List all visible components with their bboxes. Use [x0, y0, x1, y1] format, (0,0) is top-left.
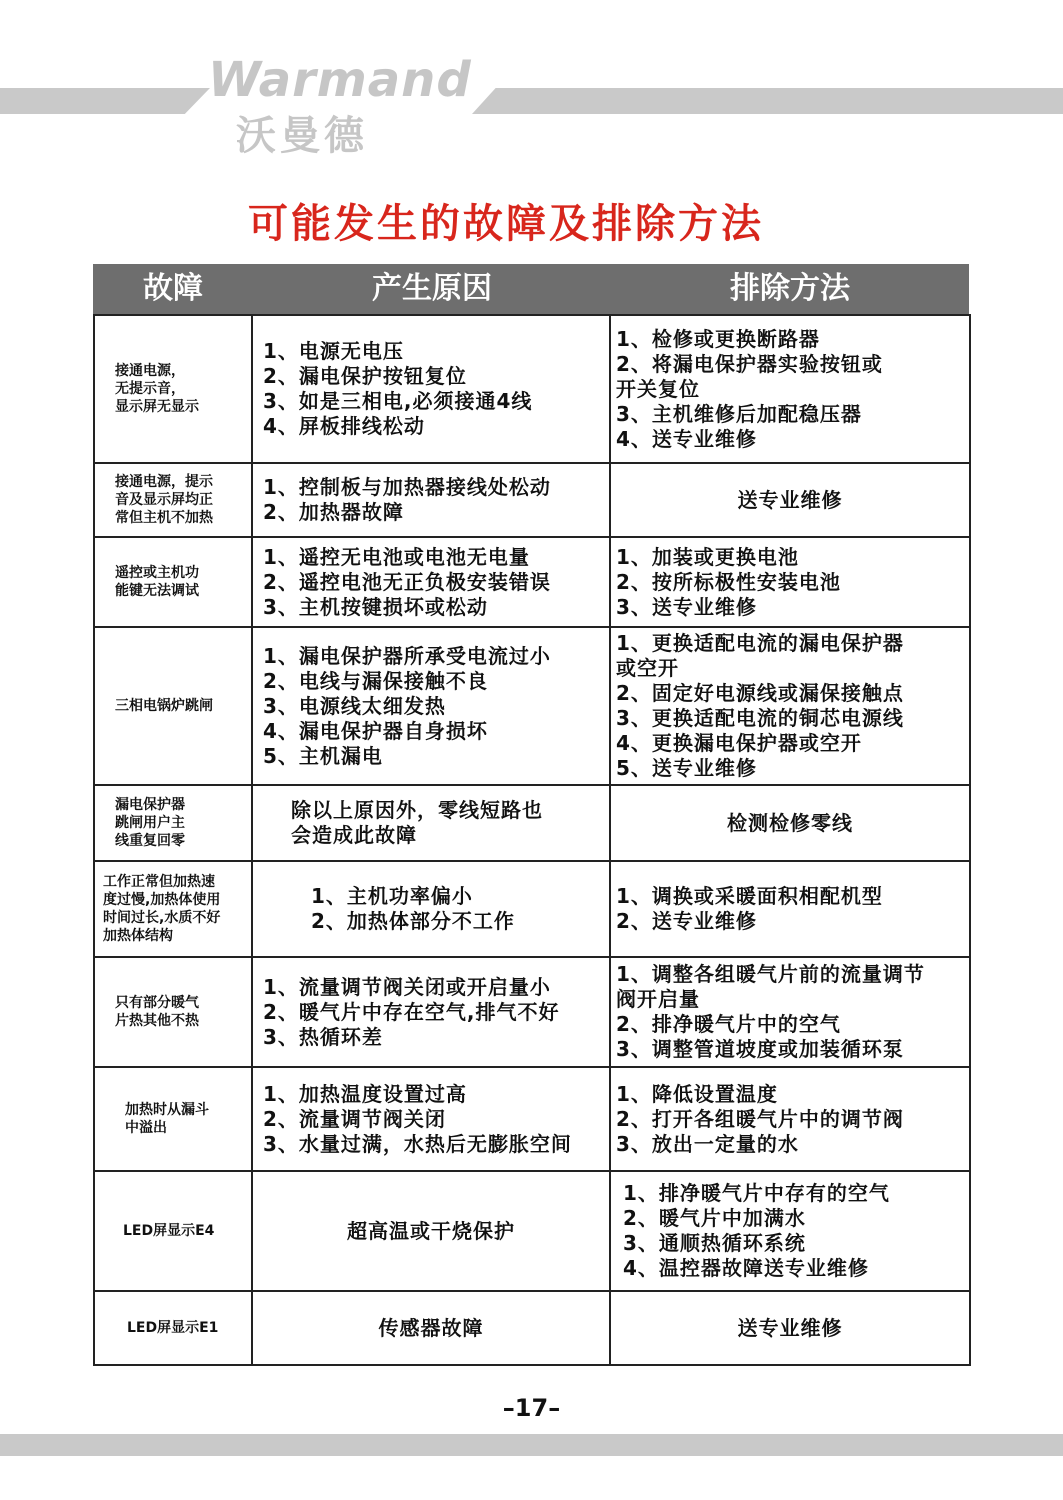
fault-cell [94, 1171, 252, 1291]
table-row [94, 537, 970, 627]
fix-cell [610, 1067, 970, 1171]
fix-text: 1、排净暖气片中存有的空气 2、暖气片中加满水 3、通顺热循环系统 4、温控器故障送专业维修 [623, 1181, 890, 1280]
cause-text: 1、加热温度设置过高 2、流量调节阀关闭 3、水量过满，水热后无膨胀空间 [263, 1081, 572, 1156]
fix-text: 送专业维修 [737, 487, 843, 512]
fix-text: 1、加装或更换电池 2、按所标极性安装电池 3、送专业维修 [616, 544, 841, 619]
cause-cell [252, 785, 610, 861]
cause-cell [252, 957, 610, 1067]
fault-text: 三相电锅炉跳闸 [115, 698, 213, 714]
table-row [94, 1171, 970, 1291]
cause-text: 1、遥控无电池或电池无电量 2、遥控电池无正负极安装错误 3、主机按键损坏或松动 [263, 544, 551, 619]
fix-cell [610, 957, 970, 1067]
fault-text: LED屏显示E1 [127, 1320, 219, 1336]
table-row [94, 463, 970, 537]
brand-name-cn: 沃曼德 [236, 113, 368, 159]
fault-cell [94, 957, 252, 1067]
fault-cell [94, 463, 252, 537]
fix-cell [610, 627, 970, 785]
cause-text: 1、漏电保护器所承受电流过小 2、电线与漏保接触不良 3、电源线太细发热 4、漏电保护器自身损坏 5、主机漏电 [263, 643, 551, 768]
fix-text: 送专业维修 [737, 1315, 843, 1340]
fault-text: 接通电源，提示 音及显示屏均正 常但主机不加热 [115, 474, 213, 526]
cause-text: 传感器故障 [378, 1315, 484, 1340]
fault-cell [94, 1291, 252, 1365]
table-row [94, 1291, 970, 1365]
cause-cell [252, 537, 610, 627]
fix-cell [610, 861, 970, 957]
fix-text: 1、检修或更换断路器 2、将漏电保护器实验按钮或 开关复位 3、主机维修后加配稳压器 4、送专业维修 [616, 326, 883, 451]
fault-text: 只有部分暖气 片热其他不热 [115, 995, 199, 1029]
page-number: –17– [502, 1394, 561, 1422]
fault-text: 漏电保护器 跳闸用户主 线重复回零 [115, 797, 185, 849]
header-cause: 产生原因 [372, 271, 492, 306]
table-row [94, 957, 970, 1067]
header-fault: 故障 [143, 271, 203, 306]
cause-text: 1、主机功率偏小 2、加热体部分不工作 [311, 884, 515, 933]
cause-cell [252, 861, 610, 957]
fault-text: 接通电源， 无提示音， 显示屏无显示 [115, 363, 199, 415]
header-fix: 排除方法 [730, 271, 850, 306]
fault-cell [94, 627, 252, 785]
cause-text: 1、控制板与加热器接线处松动 2、加热器故障 [263, 475, 551, 524]
header-bar-right [472, 88, 1063, 114]
cause-cell [252, 627, 610, 785]
table-row [94, 315, 970, 463]
fix-text: 1、调换或采暖面积相配机型 2、送专业维修 [616, 884, 883, 933]
fix-cell [610, 1171, 970, 1291]
fault-cell [94, 1067, 252, 1171]
cause-text: 1、流量调节阀关闭或开启量小 2、暖气片中存在空气,排气不好 3、热循环差 [263, 974, 560, 1049]
table-row [94, 785, 970, 861]
cause-cell [252, 315, 610, 463]
fault-cell [94, 537, 252, 627]
table-row [94, 861, 970, 957]
fix-text: 1、降低设置温度 2、打开各组暖气片中的调节阀 3、放出一定量的水 [616, 1081, 904, 1156]
troubleshooting-table [93, 314, 971, 1366]
fault-cell [94, 785, 252, 861]
fix-cell [610, 537, 970, 627]
fix-text: 检测检修零线 [727, 810, 853, 835]
fix-text: 1、更换适配电流的漏电保护器 或空开 2、固定好电源线或漏保接触点 3、更换适配电流的铜芯电源线 4、更换漏电保护器或空开 5、送专业维修 [616, 631, 904, 780]
page-title: 可能发生的故障及排除方法 [248, 201, 764, 247]
fault-cell [94, 861, 252, 957]
cause-cell [252, 1067, 610, 1171]
fault-text: 工作正常但加热速 度过慢,加热体使用 时间过长,水质不好 加热体结构 [103, 874, 221, 944]
cause-text: 除以上原因外，零线短路也 会造成此故障 [291, 798, 543, 847]
cause-cell [252, 1291, 610, 1365]
footer-bar [0, 1434, 1063, 1456]
table-header [93, 264, 969, 314]
fix-text: 1、调整各组暖气片前的流量调节 阀开启量 2、排净暖气片中的空气 3、调整管道坡度或加装循环泵 [616, 962, 925, 1061]
brand-name-en: Warmand [208, 52, 472, 108]
table-row [94, 1067, 970, 1171]
fault-text: LED屏显示E4 [123, 1223, 215, 1239]
cause-text: 1、电源无电压 2、漏电保护按钮复位 3、如是三相电,必须接通4线 4、屏板排线松动 [263, 339, 533, 438]
cause-text: 超高温或干烧保护 [347, 1218, 515, 1243]
fix-cell [610, 463, 970, 537]
cause-cell [252, 1171, 610, 1291]
fault-cell [94, 315, 252, 463]
header-bar-left [0, 88, 210, 114]
fault-text: 加热时从漏斗 中溢出 [125, 1102, 209, 1136]
fix-cell [610, 315, 970, 463]
table-row [94, 627, 970, 785]
cause-cell [252, 463, 610, 537]
fix-cell [610, 785, 970, 861]
fault-text: 遥控或主机功 能键无法调试 [115, 565, 199, 599]
fix-cell [610, 1291, 970, 1365]
